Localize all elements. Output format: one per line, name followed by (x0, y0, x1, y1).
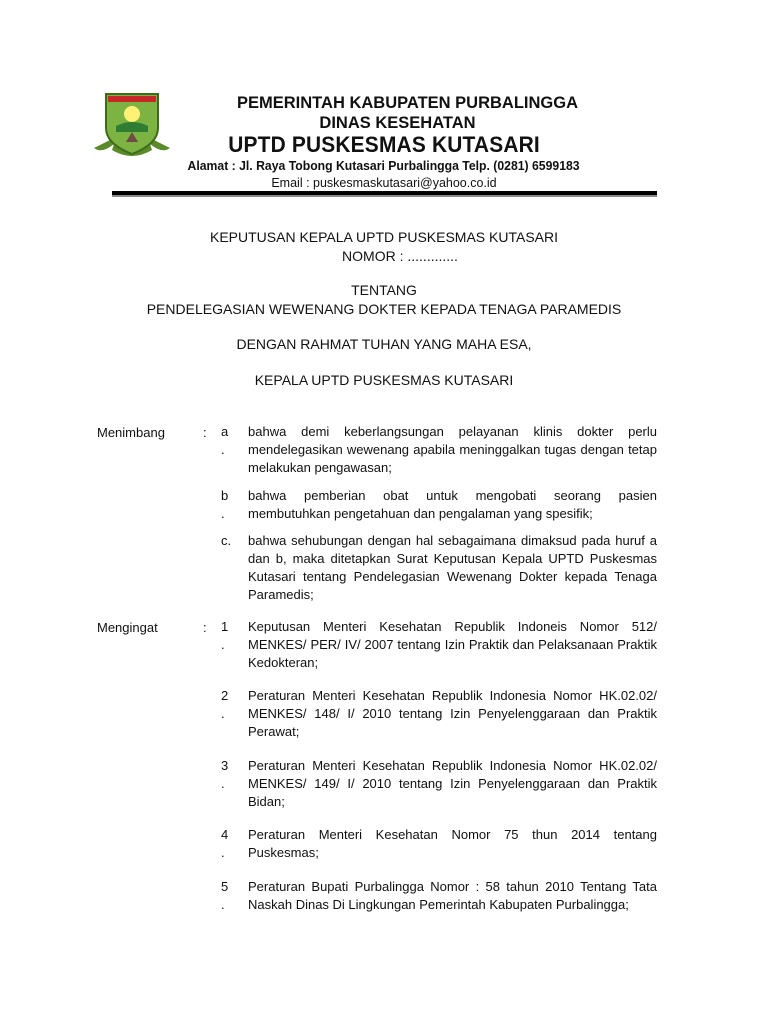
mengingat-item-text: Peraturan Bupati Purbalingga Nomor : 58 tahun 2010 Tentang Tata Naskah Dinas Di Lingkungan Pemerintah Kabupaten Purbalingga; (248, 879, 657, 912)
decree-title: KEPUTUSAN KEPALA UPTD PUSKESMAS KUTASARI (209, 229, 559, 245)
institution-name: UPTD PUSKESMAS KUTASARI (228, 132, 540, 157)
mengingat-item-text: Peraturan Menteri Kesehatan Republik Indonesia Nomor HK.02.02/ MENKES/ 149/ I/ 2010 tentang Izin Penyelenggaraan dan Praktik Bidan; (248, 758, 657, 809)
mengingat-item-text: Keputusan Menteri Kesehatan Republik Indoneis Nomor 512/ MENKES/ PER/ IV/ 2007 tentang Izin Praktik dan Pelaksanaan Praktik Kedokteran; (248, 619, 657, 670)
mengingat-item-text: Peraturan Menteri Kesehatan Republik Indonesia Nomor HK.02.02/ MENKES/ 148/ I/ 2010 tentang Izin Penyelenggaraan dan Praktik Perawat; (248, 688, 657, 739)
item-marker: 1 (221, 619, 229, 634)
item-marker-dot: . (221, 442, 225, 457)
item-marker-dot: . (221, 637, 225, 652)
menimbang-item-text: bahwa sehubungan dengan hal sebagaimana dimaksud pada huruf a dan b, maka ditetapkan Surat Keputusan Kepala UPTD Puskesmas Kutasari tentang Pendelegasian Wewenang Dokter kepada Tenaga Paramedis; (248, 533, 657, 602)
decree-subject: PENDELEGASIAN WEWENANG DOKTER KEPADA TENAGA PARAMEDIS (146, 301, 622, 317)
menimbang-item-text: bahwa pemberian obat untuk mengobati seorang pasien membutuhkan pengetahuan dan pengalaman yang spesifik; (248, 488, 657, 521)
menimbang-item-text: bahwa demi keberlangsungan pelayanan klinis dokter perlu mendelegasikan wewenang apabila meninggalkan tugas dengan tetap melakukan pengawasan; (248, 424, 657, 475)
mengingat-label: Mengingat (97, 620, 158, 635)
item-marker-dot: . (221, 506, 225, 521)
mengingat-colon: : (203, 620, 207, 635)
item-marker: 5 (221, 879, 229, 894)
letterhead-divider (112, 191, 657, 195)
letterhead-institution (0, 132, 768, 158)
decree-number: NOMOR : ............. (342, 248, 458, 264)
mengingat-item-number (221, 826, 235, 862)
mengingat-item-number (221, 687, 235, 723)
item-marker: 2 (221, 688, 229, 703)
item-marker-dot: . (221, 706, 225, 721)
mengingat-item-number (221, 618, 235, 654)
mengingat-item-number (221, 757, 235, 793)
item-marker-dot: . (221, 845, 225, 860)
menimbang-item-number (221, 532, 235, 550)
mengingat-item-number (221, 878, 235, 914)
decree-authority: KEPALA UPTD PUSKESMAS KUTASARI (254, 372, 514, 388)
menimbang-item-number (221, 487, 235, 523)
decree-blessing: DENGAN RAHMAT TUHAN YANG MAHA ESA, (236, 336, 532, 352)
letterhead-address (0, 158, 768, 173)
decree-about-label: TENTANG (351, 282, 417, 298)
menimbang-colon: : (203, 425, 207, 440)
item-marker-dot: . (221, 897, 225, 912)
letterhead-government: PEMERINTAH KABUPATEN PURBALINGGA (237, 94, 578, 112)
item-marker: 3 (221, 758, 229, 773)
address-text: Alamat : Jl. Raya Tobong Kutasari Purbalingga Telp. (0281) 6599183 (187, 158, 581, 173)
item-marker: c. (221, 533, 232, 548)
menimbang-label: Menimbang (97, 425, 165, 440)
menimbang-item-number (221, 423, 235, 459)
item-marker: a (221, 424, 229, 439)
item-marker: 4 (221, 827, 229, 842)
letterhead-email: Email : puskesmaskutasari@yahoo.co.id (271, 176, 497, 190)
item-marker: b (221, 488, 229, 503)
letterhead-department: DINAS KESEHATAN (319, 114, 476, 132)
item-marker-dot: . (221, 776, 225, 791)
mengingat-item-text: Peraturan Menteri Kesehatan Nomor 75 thun 2014 tentang Puskesmas; (248, 827, 657, 860)
